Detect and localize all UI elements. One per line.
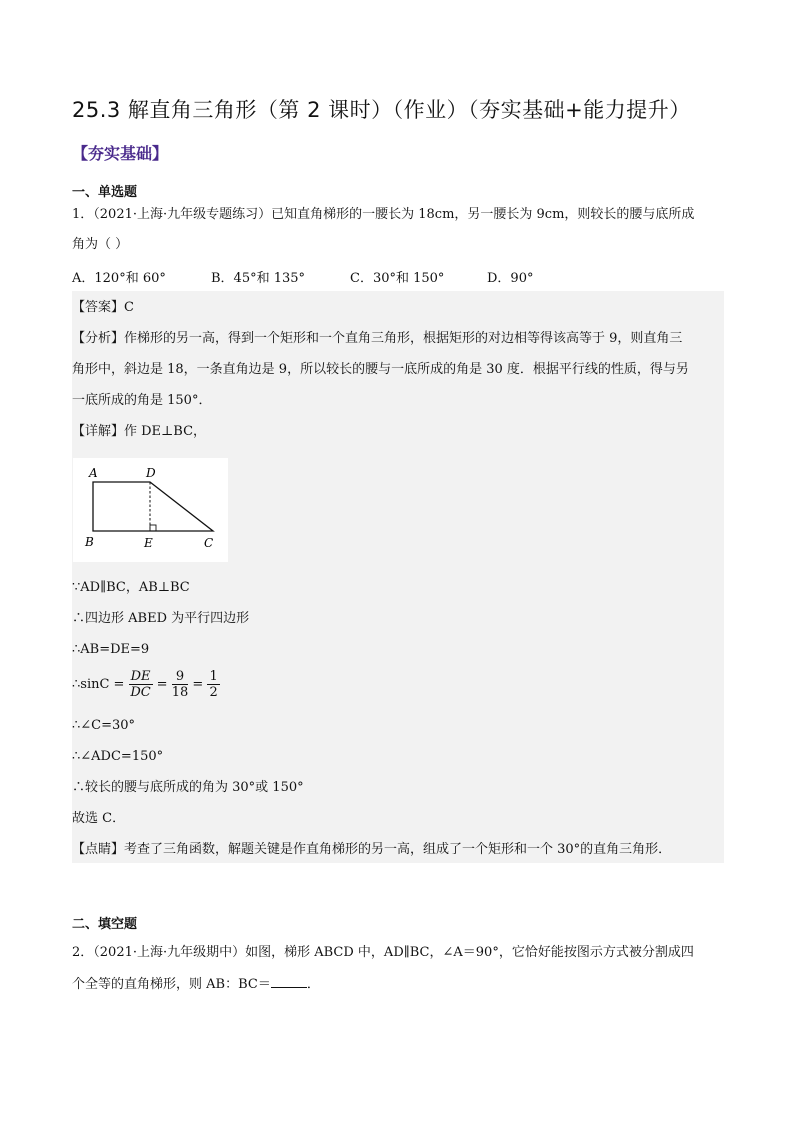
fraction-1-2: $\frac{1}{2}$: [209, 669, 218, 700]
step-4-sin-equation: [72, 669, 220, 700]
right-angle-mark: [150, 525, 156, 531]
section-heading-fill-blank: 二、填空题: [72, 917, 138, 932]
label-e: E: [144, 536, 153, 550]
question-2-text: 个全等的直角梯形，则 AB：BC＝: [72, 977, 271, 992]
equals-sign: =: [156, 677, 168, 692]
equals-sign: =: [192, 677, 204, 692]
option-d: D．90°: [487, 271, 534, 286]
option-c: C．30°和 150°: [350, 271, 445, 286]
answer-line: 【答案】C: [72, 300, 134, 315]
detail-line: 【详解】作 DE⊥BC，: [72, 424, 207, 439]
label-a: A: [89, 466, 98, 480]
step-8: 故选 C．: [72, 811, 126, 826]
question-1-line-2: 角为（ ）: [72, 237, 129, 252]
page-title: 25.3 解直角三角形（第 2 课时）（作业）（夯实基础+能力提升）: [72, 98, 691, 122]
analysis-line-2: 角形中，斜边是 18，一条直角边是 9，所以较长的腰与一底所成的角是 30 度．根据平行线的性质，得与另: [72, 362, 689, 377]
section-label: 【夯实基础】: [72, 144, 169, 163]
step-7: ∴较长的腰与底所成的角为 30°或 150°: [72, 780, 304, 795]
trapezoid-shape: [93, 482, 213, 531]
label-b: B: [85, 535, 94, 549]
answer-blank[interactable]: [271, 975, 307, 988]
section-heading-single-choice: 一、单选题: [72, 185, 138, 200]
label-c: C: [204, 536, 214, 550]
question-2-line-1: 2．（2021·上海·九年级期中）如图，梯形 ABCD 中，AD∥BC，∠A＝90°，它恰好能按图示方式被分割成四: [72, 945, 694, 960]
step-5: ∴∠C=30°: [72, 718, 136, 733]
trapezoid-diagram: [73, 458, 228, 562]
fraction-de-dc: $\frac{DE}{DC}$: [130, 669, 151, 700]
label-d: D: [146, 466, 156, 480]
trapezoid-figure: [73, 458, 228, 562]
question-2-period: ．: [306, 977, 320, 992]
option-a: A．120°和 60°: [72, 271, 166, 286]
analysis-line-1: 【分析】作梯形的另一高，得到一个矩形和一个直角三角形，根据矩形的对边相等得该高等于 9，则直角三: [72, 331, 683, 346]
fraction-9-18: $\frac{9}{18}$: [171, 669, 189, 700]
question-1-line-1: 1．（2021·上海·九年级专题练习）已知直角梯形的一腰长为 18cm，另一腰长为 9cm，则较长的腰与底所成: [72, 207, 695, 222]
option-b: B．45°和 135°: [211, 271, 306, 286]
analysis-line-3: 一底所成的角是 150°．: [72, 393, 212, 408]
sin-prefix: ∴sinC =: [72, 677, 125, 692]
question-2-line-2: [72, 975, 724, 994]
step-1: ∵AD∥BC，AB⊥BC: [72, 580, 190, 595]
step-2: ∴四边形 ABED 为平行四边形: [72, 611, 250, 626]
comment-line: 【点睛】考查了三角函数，解题关键是作直角梯形的另一高，组成了一个矩形和一个 30°的直角三角形．: [72, 842, 672, 857]
step-3: ∴AB=DE=9: [72, 642, 150, 657]
step-6: ∴∠ADC=150°: [72, 749, 164, 764]
